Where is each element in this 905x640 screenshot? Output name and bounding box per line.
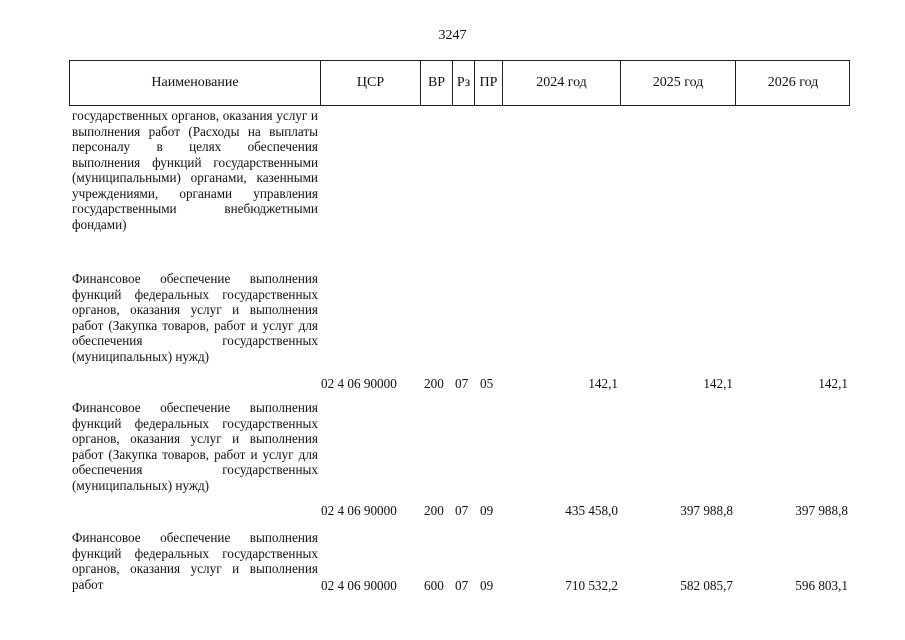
header-2025: 2025 год (620, 61, 735, 105)
table-cell-pr: 09 (480, 503, 494, 518)
table-cell-2024: 710 532,2 (565, 578, 618, 593)
table-cell-2025: 142,1 (703, 376, 733, 391)
table-cell-vr: 600 (424, 578, 444, 593)
table-cell-rz: 07 (455, 578, 469, 593)
table-row-name: Финансовое обеспечение выполнения функций федеральных государственных органов, оказания услуг и выполнения работ (Закупка товаров, работ и услуг для обеспечения государственных (муниципальных) нужд) (72, 271, 318, 364)
table-cell-rz: 07 (455, 503, 469, 518)
table-cell-vr: 200 (424, 503, 444, 518)
table-cell-2026: 397 988,8 (795, 503, 848, 518)
header-vr: ВР (420, 61, 452, 105)
header-rz: Рз (452, 61, 474, 105)
table-cell-2026: 142,1 (818, 376, 848, 391)
table-row-name: государственных органов, оказания услуг и выполнения работ (Расходы на выплаты персоналу в целях обеспечения выполнения функций государственными (муниципальными) органами, казенными учреждениями, органами управления государственными внебюджетными фондами) (72, 108, 318, 232)
table-cell-csr: 02 4 06 90000 (321, 503, 397, 518)
table-cell-2026: 596 803,1 (795, 578, 848, 593)
table-cell-pr: 09 (480, 578, 494, 593)
table-header (69, 60, 850, 106)
header-name: Наименование (151, 75, 239, 90)
table-cell-rz: 07 (455, 376, 469, 391)
header-2026: 2026 год (735, 61, 850, 105)
table-cell-vr: 200 (424, 376, 444, 391)
table-cell-2024: 435 458,0 (565, 503, 618, 518)
table-row-name: Финансовое обеспечение выполнения функций федеральных государственных органов, оказания услуг и выполнения работ (72, 530, 318, 592)
table-cell-pr: 05 (480, 376, 494, 391)
header-pr: ПР (474, 61, 502, 105)
header-csr: ЦСР (320, 61, 420, 105)
table-cell-2025: 582 085,7 (680, 578, 733, 593)
table-row-name: Финансовое обеспечение выполнения функций федеральных государственных органов, оказания услуг и выполнения работ (Закупка товаров, работ и услуг для обеспечения государственных (муниципальных) нужд) (72, 400, 318, 493)
table-cell-csr: 02 4 06 90000 (321, 376, 397, 391)
header-2024: 2024 год (502, 61, 620, 105)
table-cell-csr: 02 4 06 90000 (321, 578, 397, 593)
page-number: 3247 (438, 28, 467, 43)
table-cell-2025: 397 988,8 (680, 503, 733, 518)
table-cell-2024: 142,1 (588, 376, 618, 391)
